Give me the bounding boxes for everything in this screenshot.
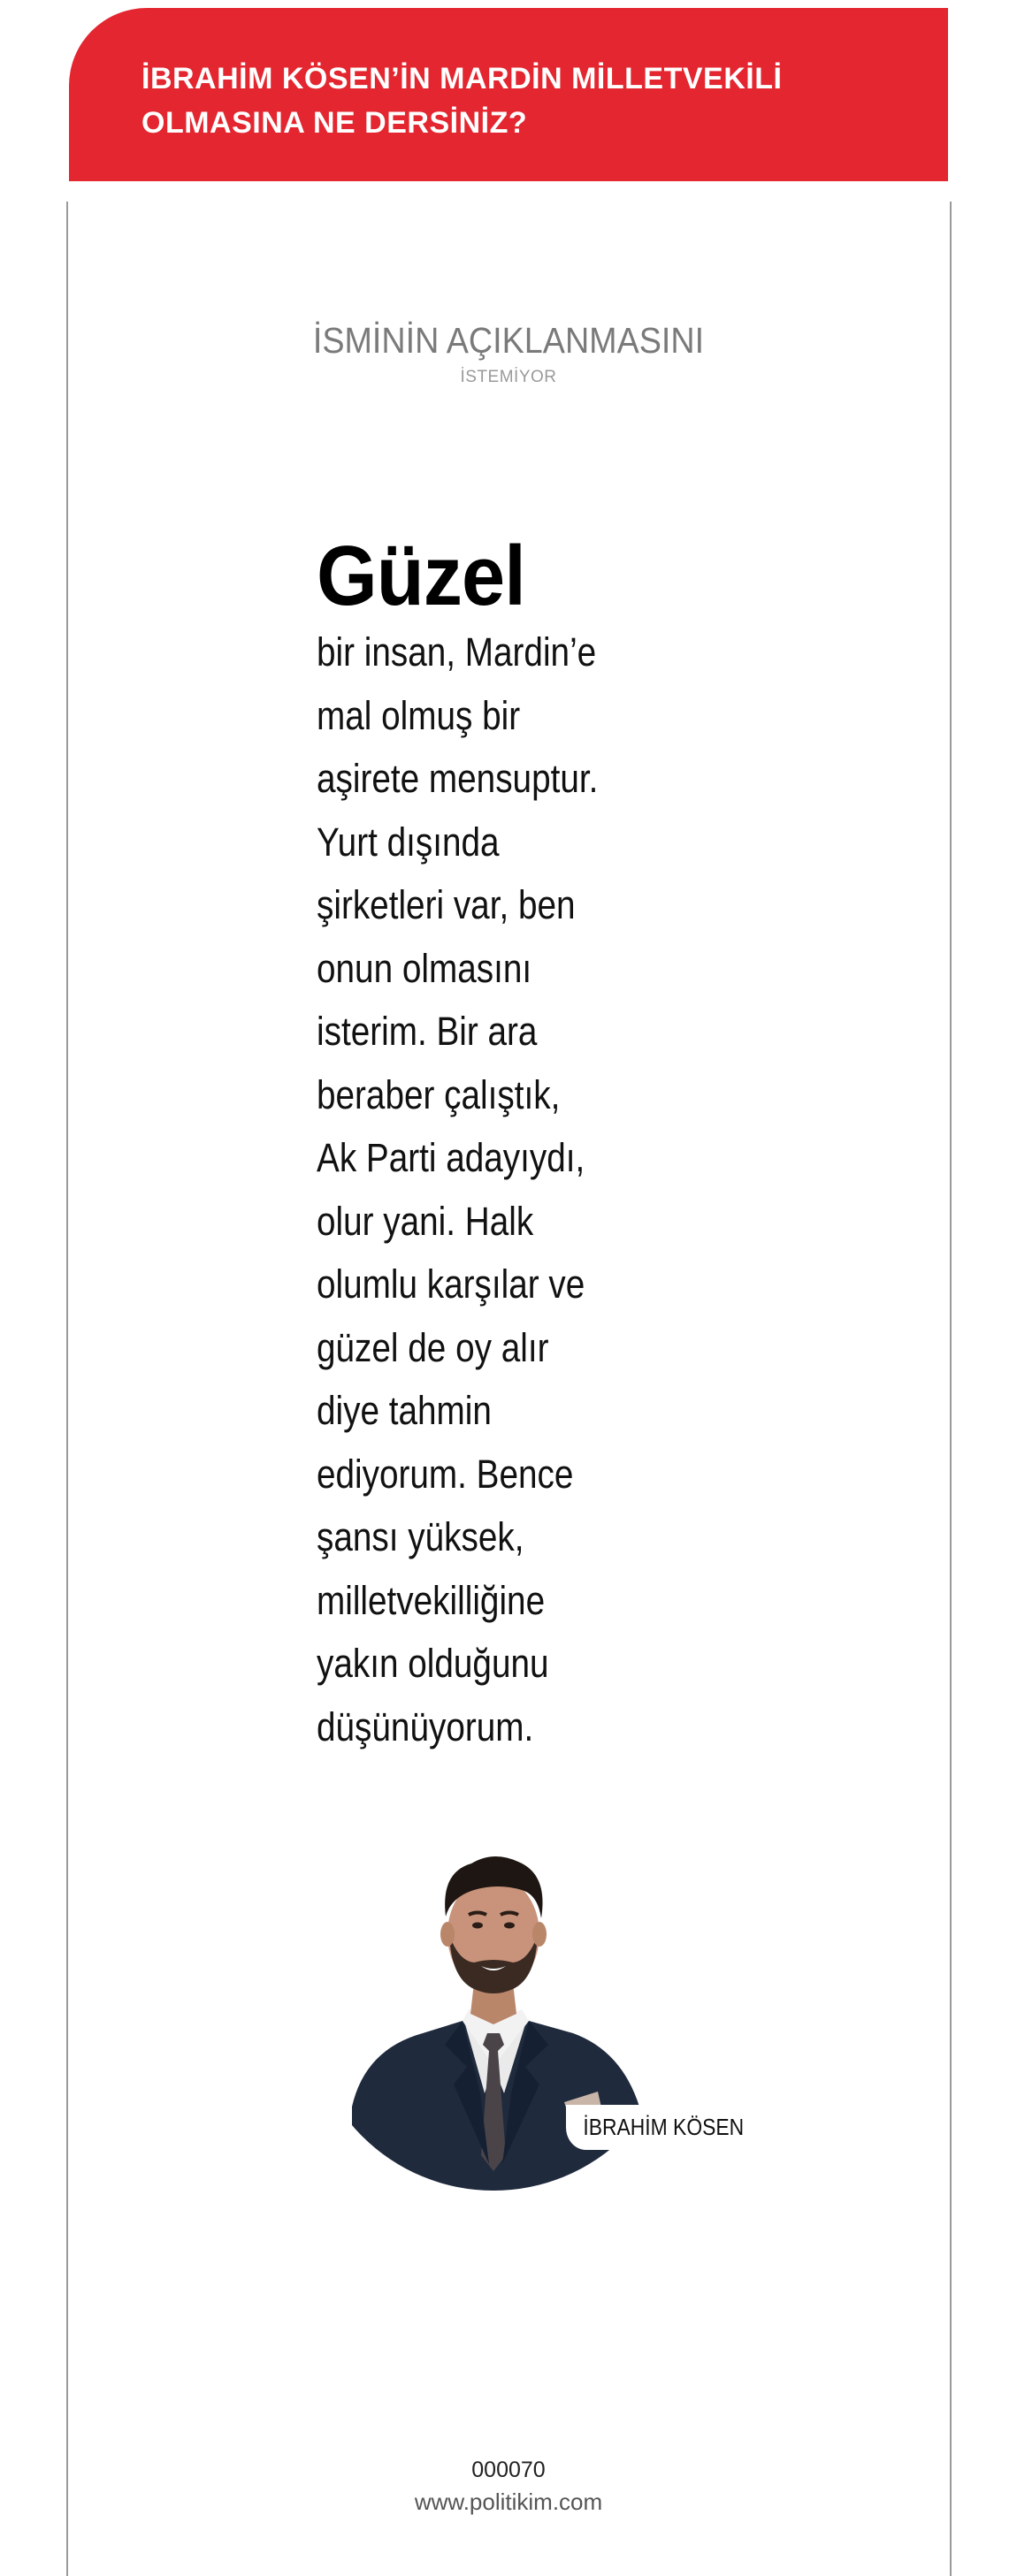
headline-line-1: İBRAHİM KÖSEN’İN MARDİN MİLLETVEKİLİ — [141, 62, 783, 95]
quote-line: aşirete mensuptur. — [317, 756, 599, 801]
frame-left-rule — [66, 202, 68, 2576]
respondent-anonymous-sublabel: İSTEMİYOR — [460, 368, 557, 386]
quote-line: olumlu karşılar ve — [317, 1261, 585, 1307]
quote-line: diye tahmin — [317, 1388, 492, 1433]
quote-line: Yurt dışında — [317, 819, 500, 865]
issue-number: 000070 — [471, 2458, 546, 2482]
quote-line: bir insan, Mardin’e — [317, 629, 597, 674]
quote-line: olur yani. Halk — [317, 1198, 534, 1244]
quote-line: ediyorum. Bence — [317, 1451, 574, 1497]
quote-body — [317, 621, 688, 1758]
quote-line: şirketleri var, ben — [317, 882, 576, 927]
quote-line: milletvekilliğine — [317, 1577, 546, 1623]
headline-line-2: OLMASINA NE DERSİNİZ? — [141, 106, 528, 140]
subject-name-tag: İBRAHİM KÖSEN — [566, 2105, 758, 2150]
headline-banner — [69, 8, 948, 181]
website-url: www.politikim.com — [414, 2488, 603, 2515]
quote-block — [317, 529, 688, 1758]
quote-line: isterim. Bir ara — [317, 1009, 538, 1054]
quote-line: onun olmasını — [317, 945, 532, 991]
quote-line: güzel de oy alır — [317, 1324, 549, 1370]
frame-right-rule — [950, 202, 952, 2576]
quote-lead-word: Güzel — [317, 529, 525, 623]
quote-line: düşünüyorum. — [317, 1703, 534, 1749]
quote-line: beraber çalıştık, — [317, 1071, 561, 1117]
quote-line: mal olmuş bir — [317, 692, 521, 738]
respondent-anonymous-label: İSMİNİN AÇIKLANMASINI — [312, 320, 705, 361]
quote-line: Ak Parti adayıydı, — [317, 1135, 585, 1180]
quote-line: yakın olduğunu — [317, 1641, 549, 1686]
quote-line: şansı yüksek, — [317, 1514, 524, 1559]
